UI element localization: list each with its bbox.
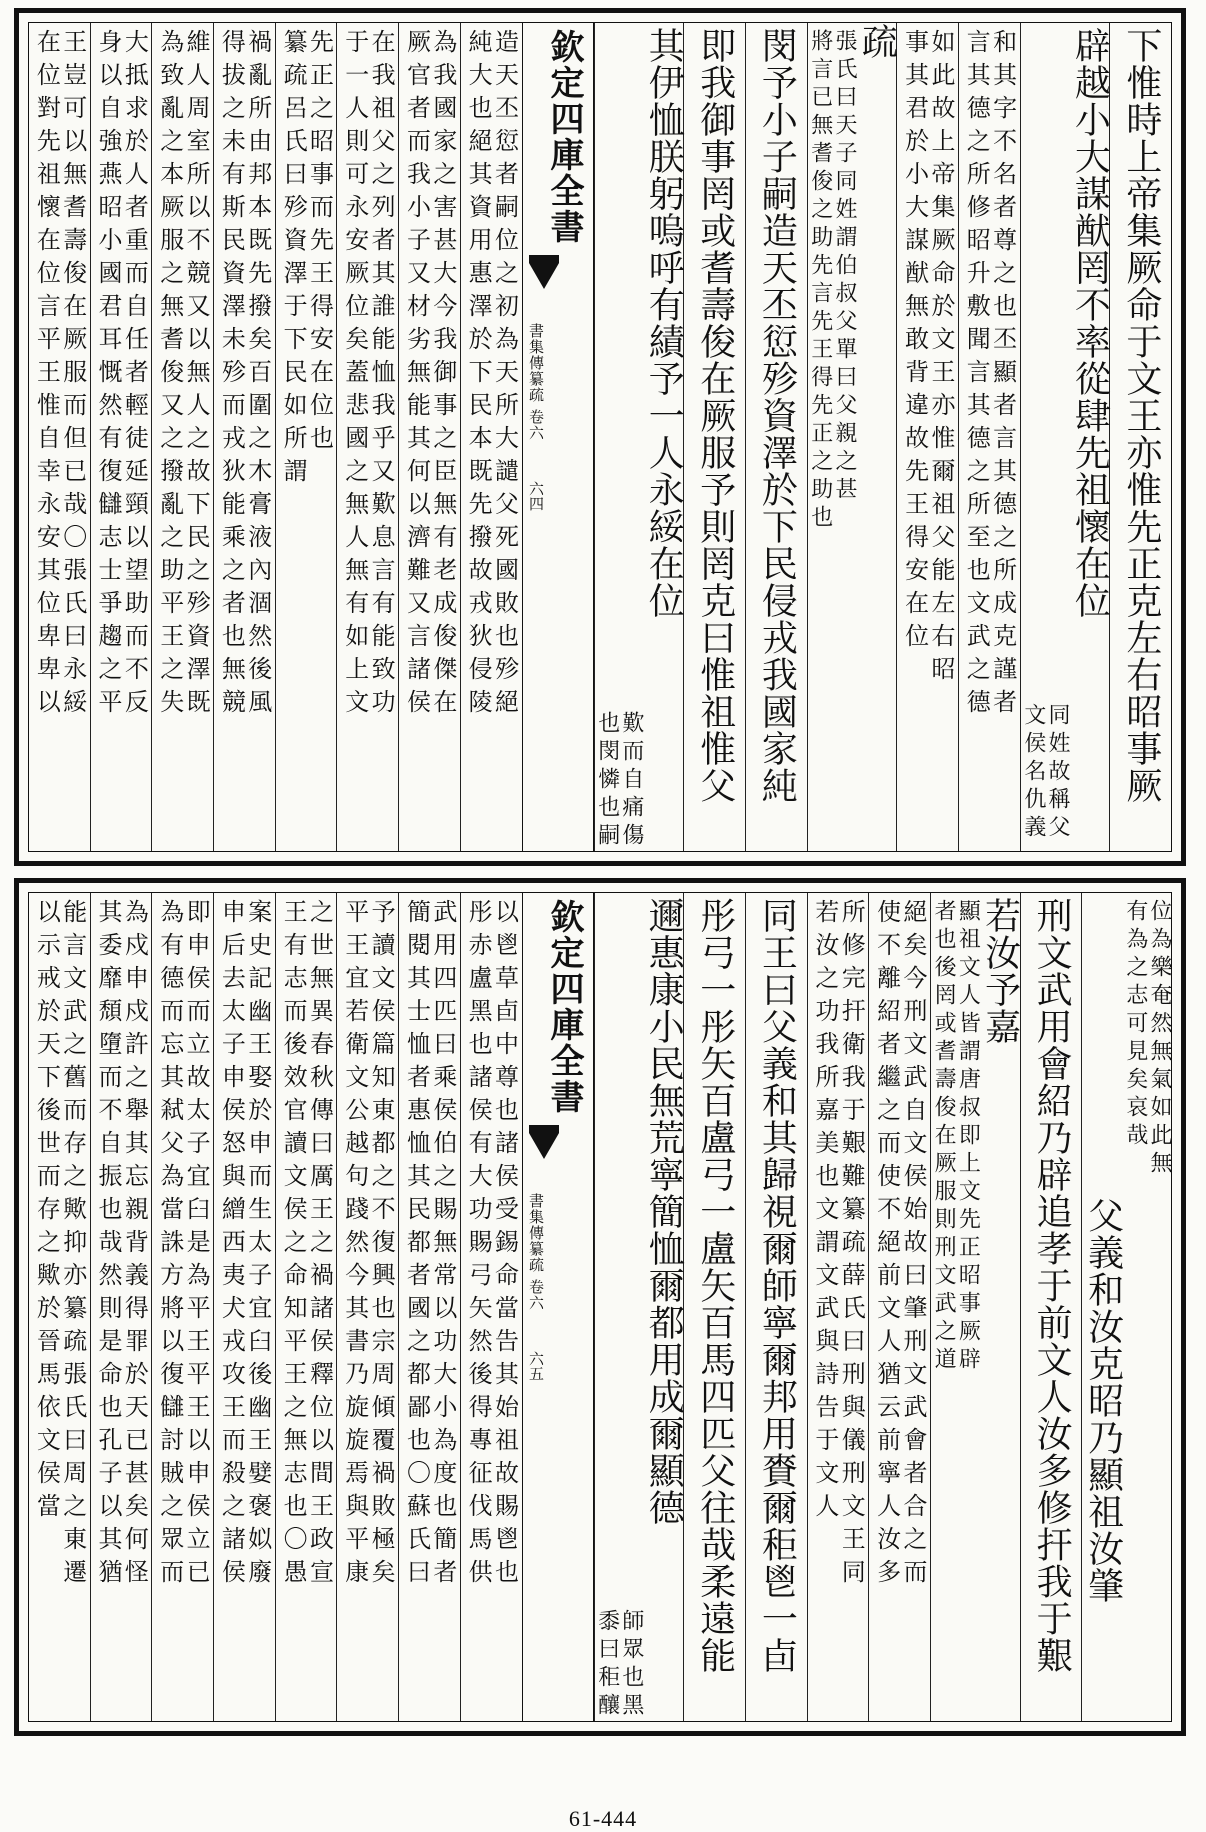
main-text: 彤弓一彤矢百盧弓一盧矢百馬四匹父往哉柔遠能 xyxy=(694,897,736,1674)
annotation-column xyxy=(151,23,213,851)
annotation-line: 造天丕愆者嗣位之初為天所大譴父死國敗也殄絕 xyxy=(490,29,519,722)
annotation-column xyxy=(151,893,213,1721)
annotation-line: 顯祖文人皆謂唐叔即上文先正昭事厥辟 xyxy=(955,899,981,1375)
annotation-column xyxy=(90,23,152,851)
fishtail-marker-icon xyxy=(529,255,559,289)
main-text: 父義和汝克昭乃顯祖汝肇 xyxy=(1082,1197,1124,1604)
top-page-columns xyxy=(28,22,1172,852)
annotation-line: 所修完扞衛我于艱難纂疏薛氏曰刑與儀刑文王同 xyxy=(837,899,866,1592)
annotation-line: 有為之志可見矣哀哉 xyxy=(1122,899,1148,1151)
annotation-line: 平王宜若衛文公越句踐然今其書乃旋旋焉與平康 xyxy=(340,899,369,1592)
annotation-line: 能言文武之舊而存之歟抑亦纂疏張氏曰周之東遷 xyxy=(58,899,87,1592)
text-column xyxy=(594,893,684,1721)
text-column xyxy=(1020,893,1082,1721)
annotation-line: 如此故上帝集厥命於文王亦惟爾祖父能左右昭 xyxy=(926,29,955,689)
annotation-column xyxy=(275,893,337,1721)
main-text: 疏 xyxy=(856,23,898,59)
annotation-column xyxy=(896,23,958,851)
annotation-pair xyxy=(595,705,643,851)
annotation-line: 使不離紹者繼之而使不絕前文人猶云前寧人汝多 xyxy=(872,899,901,1592)
annotation-column xyxy=(90,893,152,1721)
bottom-page-frame xyxy=(14,878,1186,1736)
annotation-column xyxy=(29,893,90,1721)
top-page-frame xyxy=(14,8,1186,866)
annotation-line: 張氏曰天子同姓謂伯叔父單曰父親之甚 xyxy=(831,29,857,505)
annotation-pair xyxy=(1123,893,1171,1721)
annotation-column xyxy=(460,893,522,1721)
main-text: 若汝予嘉 xyxy=(979,897,1021,1045)
annotation-line: 彤赤盧黑也諸侯有大功賜弓矢然後得專征伐馬供 xyxy=(464,899,493,1592)
annotation-column xyxy=(336,893,398,1721)
main-text: 下惟時上帝集厥命于文王亦惟先正克左右昭事厥 xyxy=(1120,27,1162,804)
annotation-line: 予讀文侯篇知東都之不復興也宗周傾覆禍敗極矣 xyxy=(367,899,396,1592)
center-fold-column xyxy=(522,893,594,1721)
leaf-number: 六四 xyxy=(527,481,545,511)
juan-label: 卷六 xyxy=(527,1279,545,1311)
annotation-line: 王豈可以無耆壽俊在厥服而但已哉〇張氏曰永綏 xyxy=(58,29,87,722)
text-column xyxy=(594,23,684,851)
annotation-line: 言其德之所修昭升敷聞言其德之所至也文武之德 xyxy=(962,29,991,722)
annotation-line: 其委靡頹墮而不自振也哉然則是命也孔子以其猶 xyxy=(94,899,123,1592)
annotation-line: 位為樂奄然無氣如此無 xyxy=(1147,899,1172,1179)
book-name: 書集傳纂疏 xyxy=(527,1193,545,1273)
annotation-line: 以鬯草卣中尊也諸侯受錫命當告其始祖故賜鬯也 xyxy=(490,899,519,1592)
annotation-line: 也閔憐也嗣 xyxy=(594,711,620,851)
juan-label: 卷六 xyxy=(527,409,545,441)
annotation-line: 在位對先祖懷在位言平王惟自幸永安其位卑卑以 xyxy=(32,29,61,722)
text-column xyxy=(930,893,1020,1721)
annotation-line: 大抵求於人者重而自任者輕徒延頸以望助而不反 xyxy=(120,29,149,722)
main-text: 辟越小大謀猷罔不率從肆先祖懷在位 xyxy=(1069,27,1111,619)
book-title: 欽定四庫全書 xyxy=(544,899,584,1115)
annotation-line: 王有志而後效官讀文侯之命知平王之無志也〇愚 xyxy=(279,899,308,1592)
annotation-line: 同姓故稱父 xyxy=(1045,703,1070,843)
annotation-column xyxy=(213,23,275,851)
annotation-line: 為致亂之本厥服之無耆俊又之撥亂之助平王之失 xyxy=(155,29,184,722)
annotation-column xyxy=(398,23,460,851)
annotation-line: 將言已無耆俊之助先言先王得先正之助也 xyxy=(807,29,833,533)
annotation-line: 為有德而忘其弒父為當誅方將以復讎討賊之眾而 xyxy=(155,899,184,1592)
annotation-line: 黍曰秬釀 xyxy=(594,1609,620,1721)
annotation-pair xyxy=(931,893,979,1721)
annotation-column xyxy=(807,893,869,1721)
annotation-line: 維人周室所以不競又以無人之故下民之殄資澤既 xyxy=(182,29,211,722)
annotation-line: 先正之昭事而先王得安在位也 xyxy=(305,29,334,458)
annotation-pair xyxy=(808,23,856,851)
text-column xyxy=(807,23,897,851)
annotation-column xyxy=(868,893,930,1721)
center-fold-column xyxy=(522,23,594,851)
annotation-line: 厥官者而我小子又材劣無能其何以濟難又言諸侯 xyxy=(402,29,431,722)
annotation-line: 若汝之功我所嘉美也文謂文武與詩告于文人 xyxy=(810,899,839,1526)
annotation-line: 于一人則可永安厥位矣蓋悲國之無人無有如上文 xyxy=(340,29,369,722)
annotation-line: 禍亂所由邦本既先撥矣百圍之木膏液內涸然後風 xyxy=(243,29,272,722)
annotation-line: 事其君於小大謀猷無敢背違故先王得安在位 xyxy=(900,29,929,656)
annotation-line: 之世無異春秋傳曰厲王之禍諸侯釋位以間王政宣 xyxy=(305,899,334,1592)
annotation-line: 歎而自痛傷 xyxy=(618,711,644,851)
annotation-column xyxy=(275,23,337,851)
bottom-page-columns xyxy=(28,892,1172,1722)
annotation-column xyxy=(460,23,522,851)
annotation-line: 申后去太子申侯怒與繒西夷犬戎攻王而殺之諸侯 xyxy=(217,899,246,1592)
annotation-line: 文侯名仇義 xyxy=(1020,703,1046,843)
main-text: 即我御事罔或耆壽俊在厥服予則罔克曰惟祖惟父 xyxy=(694,27,736,804)
text-column xyxy=(1020,23,1110,851)
annotation-line: 為戍申戍許之舉其忘親背義得罪於天已甚矣何怪 xyxy=(120,899,149,1592)
text-column xyxy=(745,23,807,851)
annotation-line: 在我祖父之列者其誰能恤我乎又歎息言有能致功 xyxy=(367,29,396,722)
annotation-line: 和其字不名者尊之也丕顯者言其德之所成克謹者 xyxy=(988,29,1017,722)
fishtail-marker-icon xyxy=(529,1125,559,1159)
annotation-column xyxy=(398,893,460,1721)
annotation-line: 纂疏呂氏曰殄資澤于下民如所謂 xyxy=(279,29,308,491)
text-column xyxy=(683,893,745,1721)
annotation-column xyxy=(213,893,275,1721)
book-name: 書集傳纂疏 xyxy=(527,323,545,403)
text-column xyxy=(1109,23,1171,851)
page-number: 61-444 xyxy=(568,1806,638,1831)
annotation-pair xyxy=(595,1603,643,1721)
annotation-line: 簡閱其士恤者惠恤其民都者國之都鄙也〇蘇氏曰 xyxy=(402,899,431,1592)
annotation-column xyxy=(336,23,398,851)
annotation-line: 案史記幽王娶於申而生太子宜臼後幽王嬖褒姒廢 xyxy=(243,899,272,1592)
leaf-number: 六五 xyxy=(527,1351,545,1381)
annotation-line: 以示戒於天下後世而存之歟於晉馬依文侯當 xyxy=(32,899,61,1526)
annotation-line: 者也後罔或耆壽俊在厥服則刑文武之道 xyxy=(931,899,957,1375)
main-text: 邇惠康小民無荒寧簡恤爾都用成爾顯德 xyxy=(643,897,685,1526)
annotation-pair xyxy=(1021,697,1069,843)
annotation-line: 武用四匹曰乘侯伯之賜無常以功大小為度也簡者 xyxy=(428,899,457,1592)
annotation-line: 為我國家之害甚大今我御事之臣無有老成俊傑在 xyxy=(428,29,457,722)
annotation-line: 絕矣今刑文武自文侯始故曰肇刑文武會者合之而 xyxy=(898,899,927,1592)
main-text: 閔予小子嗣造天丕愆殄資澤於下民侵戎我國家純 xyxy=(756,27,798,804)
text-column xyxy=(745,893,807,1721)
annotation-line: 純大也絕其資用惠澤於下民本既先撥故戎狄侵陵 xyxy=(464,29,493,722)
main-text: 其伊恤朕躬嗚呼有績予一人永綏在位 xyxy=(643,27,685,619)
annotation-column xyxy=(958,23,1020,851)
annotation-line: 得拔之未有斯民資澤未殄而戎狄能乘之者也無競 xyxy=(217,29,246,722)
main-text: 同王曰父義和其歸視爾師寧爾邦用賚爾秬鬯一卣 xyxy=(756,897,798,1674)
text-column xyxy=(683,23,745,851)
main-text: 刑文武用會紹乃辟追孝于前文人汝多修扞我于艱 xyxy=(1031,897,1073,1674)
annotation-line: 師眾也黑 xyxy=(618,1609,644,1721)
annotation-line: 身以自強燕昭小國君耳慨然有復讎志士爭趨之平 xyxy=(94,29,123,722)
annotation-line: 即申侯而立故太子宜臼是為平王平王以申侯立已 xyxy=(182,899,211,1592)
book-title: 欽定四庫全書 xyxy=(544,29,584,245)
text-column xyxy=(1081,893,1171,1721)
annotation-column xyxy=(29,23,90,851)
